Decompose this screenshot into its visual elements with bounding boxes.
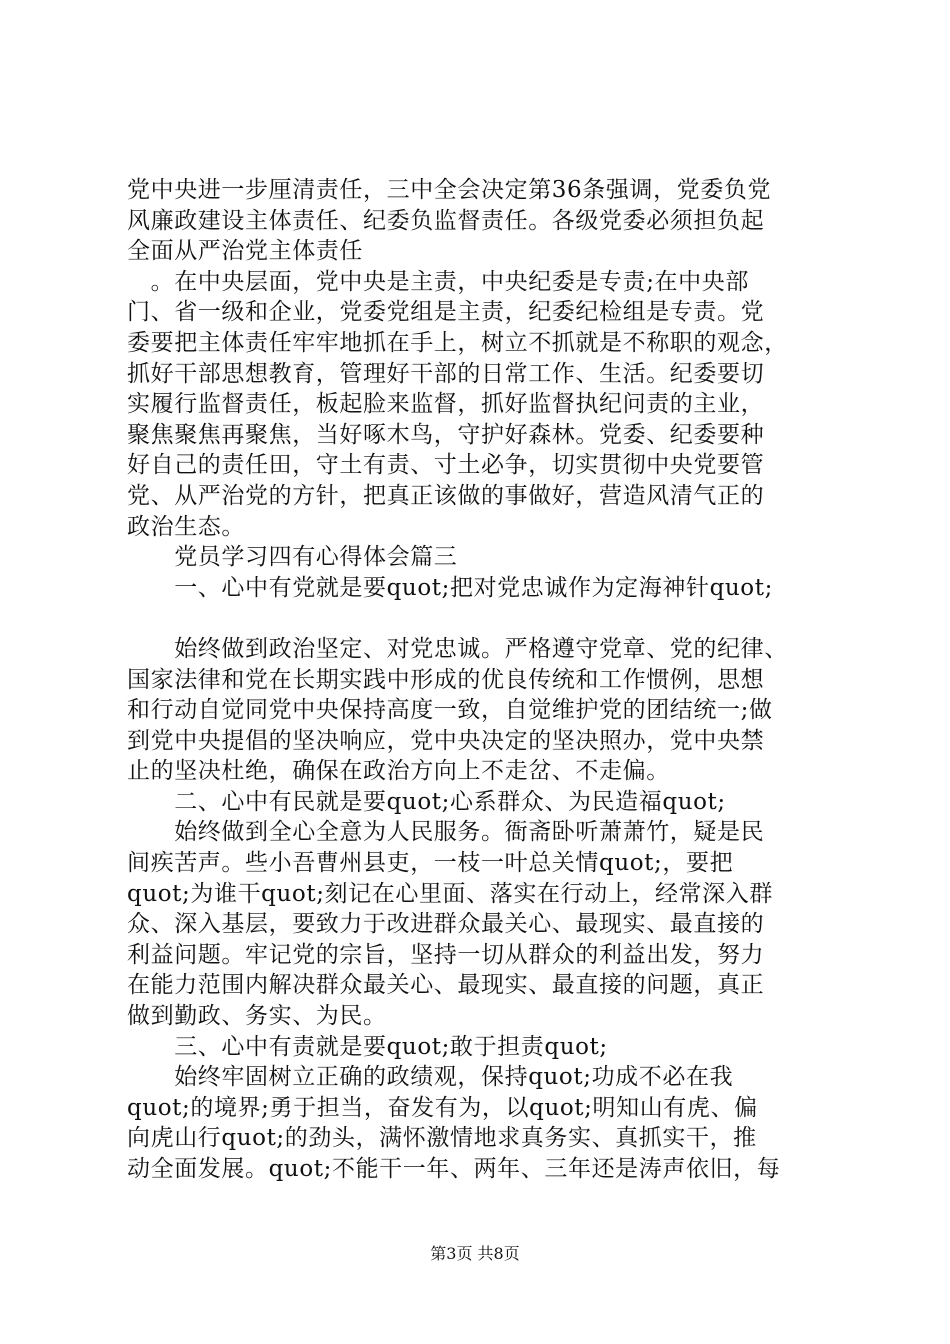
text-line: 委要把主体责任牢牢地抓在手上，树立不抓就是不称职的观念， [127,329,788,356]
text-line: 向虎山行quot;的劲头，满怀激情地求真务实、真抓实干，推 [127,1125,757,1152]
text-line: 众、深入基层，要致力于改进群众最关心、最现实、最直接的 [127,911,765,938]
text-line: 始终做到全心全意为人民服务。衙斋卧听萧萧竹，疑是民 [127,819,765,846]
document-body [127,175,839,1185]
text-line: 在能力范围内解决群众最关心、最现实、最直接的问题，真正 [127,972,765,999]
text-line: 始终牢固树立正确的政绩观，保持quot;功成不必在我 [127,1064,734,1091]
text-line: 抓好干部思想教育，管理好干部的日常工作、生活。纪委要切 [127,360,765,387]
text-line: 聚焦聚焦再聚焦，当好啄木鸟，守护好森林。党委、纪委要种 [127,421,765,448]
text-line: 好自己的责任田，守土有责、寸土必争，切实贯彻中央党要管 [127,452,765,479]
text-line: 做到勤政、务实、为民。 [127,1003,387,1030]
section-subheading: 三、心中有责就是要quot;敢于担责quot; [127,1033,608,1060]
text-line: 风廉政建设主体责任、纪委负监督责任。各级党委必须担负起 [127,207,765,234]
text-line: 利益问题。牢记党的宗旨，坚持一切从群众的利益出发，努力 [127,941,765,968]
section-heading: 党员学习四有心得体会篇三 [127,544,458,571]
text-line: 门、省一级和企业，党委党组是主责，纪委纪检组是专责。党 [127,299,765,326]
section-subheading: 二、心中有民就是要quot;心系群众、为民造福quot; [127,788,726,815]
section-subheading: 一、心中有党就是要quot;把对党忠诚作为定海神针quot; [127,574,773,601]
text-line: 国家法律和党在长期实践中形成的优良传统和工作惯例，思想 [127,666,765,693]
text-line: 始终做到政治坚定、对党忠诚。严格遵守党章、党的纪律、 [127,635,788,662]
text-line: quot;的境界;勇于担当，奋发有为，以quot;明知山有虎、偏 [127,1094,758,1121]
text-line: 动全面发展。quot;不能干一年、两年、三年还是涛声依旧，每 [127,1156,781,1182]
text-line: 实履行监督责任，板起脸来监督，抓好监督执纪问责的主业， [127,391,765,418]
text-line: 和行动自觉同党中央保持高度一致，自觉维护党的团结统一;做 [127,697,773,724]
text-line: 间疾苦声。些小吾曹州县吏，一枝一叶总关情quot;，要把 [127,850,734,877]
text-line: 全面从严治党主体责任 [127,238,363,265]
text-line: quot;为谁干quot;刻记在心里面、落实在行动上，经常深入群 [127,880,773,907]
text-line: 党、从严治党的方针，把真正该做的事做好，营造风清气正的 [127,482,765,509]
page-number-footer: 第3页 共8页 [430,1244,520,1263]
text-line: 政治生态。 [127,513,245,540]
text-line: 到党中央提倡的坚决响应，党中央决定的坚决照办，党中央禁 [127,727,765,754]
blank-line [127,603,839,634]
text-line: 。在中央层面，党中央是主责，中央纪委是专责;在中央部 [127,268,749,295]
text-line: 止的坚决杜绝，确保在政治方向上不走岔、不走偏。 [127,758,670,785]
text-line: 党中央进一步厘清责任，三中全会决定第36条强调，党委负党 [127,177,772,203]
